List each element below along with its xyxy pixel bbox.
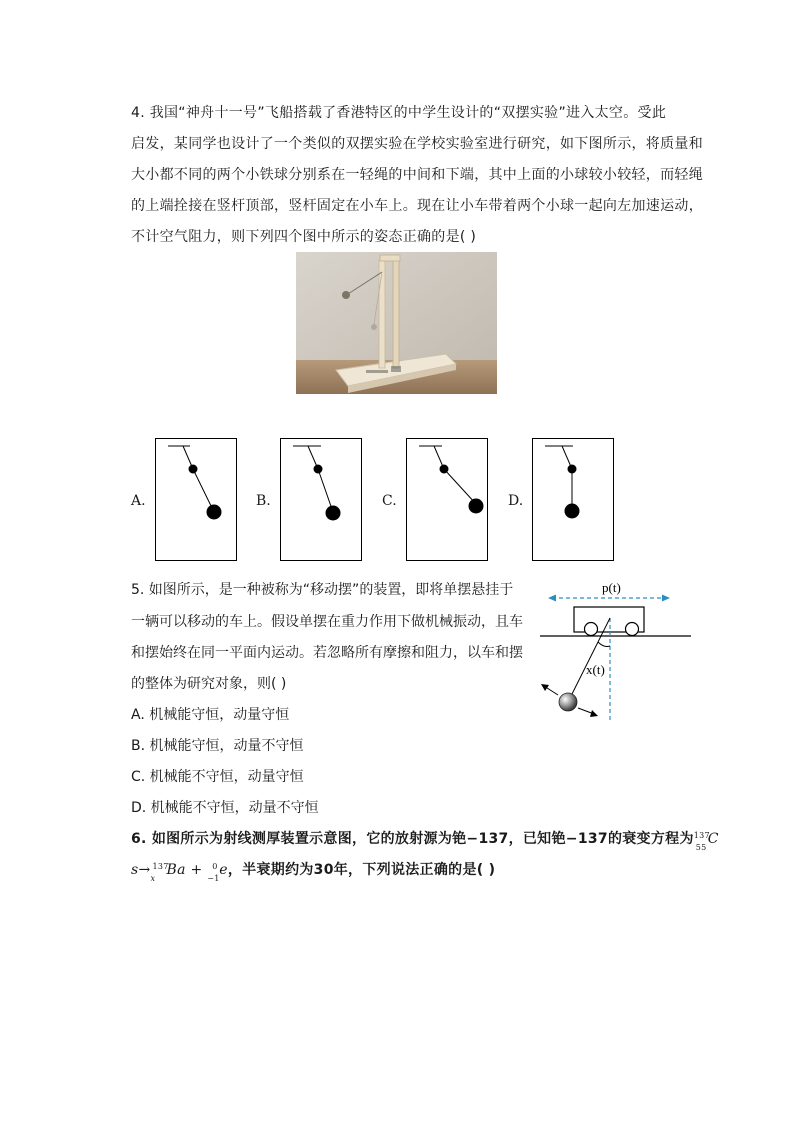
q6-sub-x: x xyxy=(150,874,156,883)
q5-line-4: 的整体为研究对象，则( ) xyxy=(131,676,287,692)
q5-choice-c: C. 机械能不守恒，动量守恒 xyxy=(131,769,304,785)
q6-ba: Ba + xyxy=(166,862,208,878)
q6-cs-c: C xyxy=(707,831,719,847)
q6-sub-m1: −1 xyxy=(207,874,220,883)
option-b-label: B. xyxy=(256,493,271,509)
option-b-diagram xyxy=(280,438,362,561)
q6-line-2-text: ，半衰期约为30年，下列说法正确的是( ) xyxy=(227,862,496,878)
q6-cs-s: s→ xyxy=(131,862,151,878)
q4-line-3: 大小都不同的两个小铁球分别系在一轻绳的中间和下端，其中上面的小球较小较轻，而轻绳 xyxy=(131,167,703,183)
q4-line-5: 不计空气阻力，则下列四个图中所示的姿态正确的是( ) xyxy=(131,229,477,245)
q6-e: e xyxy=(219,862,228,878)
q5-line-1: 5. 如图所示，是一种被称为“移动摆”的装置，即将单摆悬挂于 xyxy=(131,582,514,598)
q6-line-1 xyxy=(131,829,719,852)
option-a-diagram xyxy=(155,438,237,561)
q5-line-3: 和摆始终在同一平面内运动。若忽略所有摩擦和阻力，以车和摆 xyxy=(131,645,523,661)
option-d-label: D. xyxy=(508,493,524,509)
q6-line-2 xyxy=(131,860,496,883)
p-t-label: p(t) xyxy=(602,580,621,595)
q6-sub-55: 55 xyxy=(695,843,707,852)
q6-line-1-text: 6. 如图所示为射线测厚装置示意图，它的放射源为铯−137，已知铯−137的衰变方程为 xyxy=(131,831,694,847)
q5-line-2: 一辆可以移动的车上。假设单摆在重力作用下做机械振动，且车 xyxy=(131,614,523,630)
q6-sup-137-b: 137 xyxy=(152,862,169,871)
q5-choice-d: D. 机械能不守恒，动量不守恒 xyxy=(131,800,319,816)
option-d-diagram xyxy=(532,438,614,561)
x-t-label: x(t) xyxy=(586,662,605,677)
q5-choice-b: B. 机械能守恒，动量不守恒 xyxy=(131,738,304,754)
q4-line-2: 启发，某同学也设计了一个类似的双摆实验在学校实验室进行研究，如下图所示，将质量和 xyxy=(131,136,703,152)
option-a-label: A. xyxy=(131,493,146,509)
q5-choice-a: A. 机械能守恒，动量守恒 xyxy=(131,707,290,723)
moving-pendulum-diagram xyxy=(538,578,693,723)
option-c-diagram xyxy=(406,438,488,561)
double-pendulum-photo xyxy=(296,252,497,394)
option-c-label: C. xyxy=(382,493,397,509)
q6-sup-0: 0 xyxy=(212,862,218,871)
q4-line-4: 的上端拴接在竖杆顶部，竖杆固定在小车上。现在让小车带着两个小球一起向左加速运动， xyxy=(131,198,703,214)
q6-sup-137-a: 137 xyxy=(693,831,710,840)
q4-line-1: 4. 我国“神舟十一号”飞船搭载了香港特区的中学生设计的“双摆实验”进入太空。受此 xyxy=(131,105,667,121)
